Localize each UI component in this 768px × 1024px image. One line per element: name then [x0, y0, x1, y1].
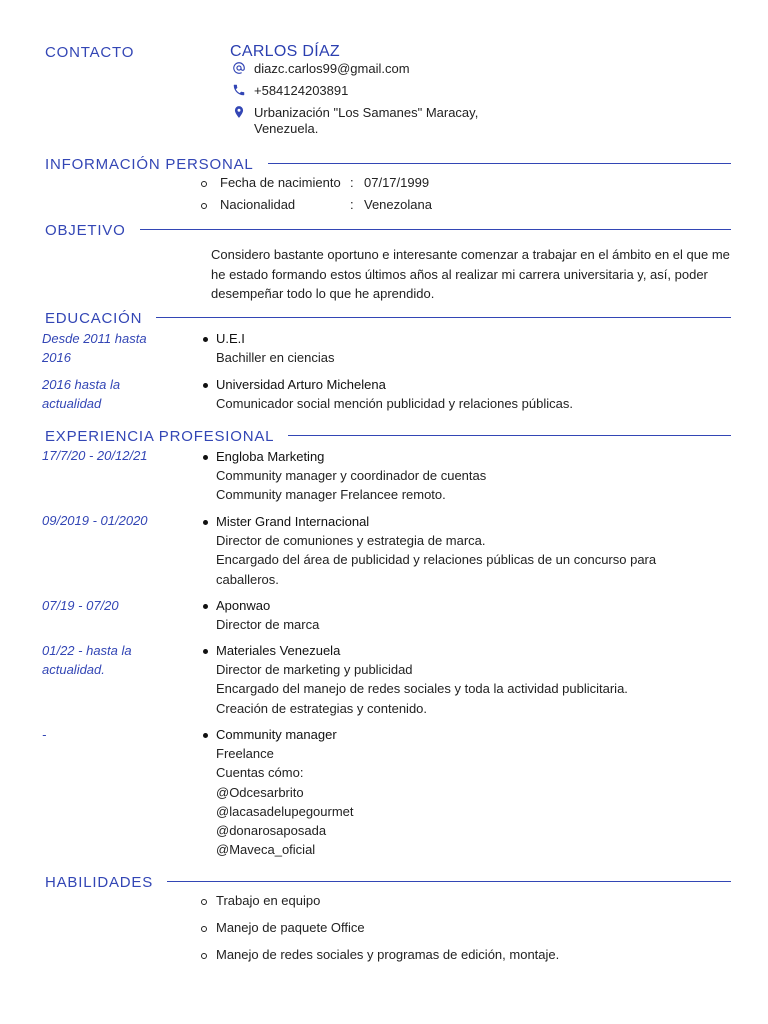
- address-row: [232, 105, 478, 137]
- phone-text: +584124203891: [254, 83, 349, 98]
- skill-item: Manejo de redes sociales y programas de edición, montaje.: [216, 947, 560, 962]
- education-bullet-2: [203, 383, 208, 388]
- personal-bullet-2: [201, 203, 207, 209]
- role-line: Director de marca: [216, 617, 320, 633]
- role-line: Freelance: [216, 746, 274, 762]
- date-line: -: [42, 727, 47, 742]
- at-sign-icon: [232, 61, 248, 77]
- date-line: Desde 2011 hasta: [42, 331, 147, 346]
- dob-value: 07/17/1999: [364, 175, 430, 190]
- experience-bullet-5: [203, 733, 208, 738]
- skill-bullet-1: [201, 899, 207, 905]
- role-line: Director de marketing y publicidad: [216, 662, 413, 678]
- company-name: Materiales Venezuela: [216, 643, 341, 658]
- role-line: @lacasadelupegourmet: [216, 803, 354, 819]
- role-line: caballeros.: [216, 571, 279, 587]
- personal-rule: [262, 163, 731, 164]
- address-line-2: Venezuela.: [254, 121, 319, 136]
- role-line: Creación de estrategias y contenido.: [216, 700, 428, 716]
- dob-sep: :: [350, 175, 354, 190]
- education-entry-1: [216, 329, 716, 367]
- role-line: @Odcesarbrito: [216, 784, 304, 800]
- address-text: [254, 105, 478, 137]
- company-name: Community manager: [216, 727, 337, 742]
- education-entry-2: [216, 375, 716, 413]
- experience-rule: [283, 435, 731, 436]
- dob-label: Fecha de nacimiento: [220, 175, 341, 190]
- experience-date-4: [42, 641, 172, 679]
- date-line: actualidad: [42, 396, 102, 411]
- date-line: 17/7/20 - 20/12/21: [42, 448, 148, 463]
- objective-heading: OBJETIVO: [45, 222, 140, 240]
- role-line: Encargado del área de publicidad y relaciones públicas de un concurso para: [216, 552, 657, 568]
- role-line: Community manager y coordinador de cuentas: [216, 468, 487, 484]
- degree-text: Bachiller en ciencias: [216, 350, 335, 366]
- education-date-2: [42, 375, 172, 413]
- experience-heading: EXPERIENCIA PROFESIONAL: [45, 428, 288, 446]
- address-line-1: Urbanización "Los Samanes" Maracay,: [254, 105, 479, 120]
- education-bullet-1: [203, 337, 208, 342]
- skill-item: Manejo de paquete Office: [216, 920, 365, 935]
- role-line: Cuentas cómo:: [216, 765, 304, 781]
- experience-date-1: [42, 446, 172, 465]
- institution-name: U.E.I: [216, 331, 245, 346]
- nationality-value: Venezolana: [364, 197, 432, 212]
- role-line: @donarosaposada: [216, 823, 327, 839]
- experience-entry-4: [216, 641, 716, 718]
- personal-bullet-1: [201, 181, 207, 187]
- date-line: actualidad.: [42, 662, 105, 677]
- role-line: Encargado del manejo de redes sociales y toda la actividad publicitaria.: [216, 681, 628, 697]
- degree-text: Comunicador social mención publicidad y relaciones públicas.: [216, 396, 573, 412]
- date-line: 07/19 - 07/20: [42, 598, 119, 613]
- education-date-1: [42, 329, 172, 367]
- skill-item: Trabajo en equipo: [216, 893, 321, 908]
- experience-bullet-4: [203, 649, 208, 654]
- experience-entry-2: [216, 512, 716, 589]
- date-line: 09/2019 - 01/2020: [42, 513, 148, 528]
- education-heading: EDUCACIÓN: [45, 310, 156, 328]
- education-rule: [153, 317, 731, 318]
- objective-text: Considero bastante oportuno e interesante comenzar a trabajar en el ámbito en el que me he estado formando estos últimos años al realizar mi carrera universitaria y, así, poder desempeñar todo lo que he aprendido.: [211, 247, 730, 301]
- company-name: Mister Grand Internacional: [216, 514, 370, 529]
- contact-heading: CONTACTO: [45, 44, 148, 62]
- skills-heading: HABILIDADES: [45, 874, 167, 892]
- date-line: 2016 hasta la: [42, 377, 121, 392]
- company-name: Engloba Marketing: [216, 449, 325, 464]
- skill-bullet-2: [201, 926, 207, 932]
- location-pin-icon: [232, 105, 248, 121]
- role-line: @Maveca_oficial: [216, 842, 316, 858]
- experience-bullet-1: [203, 455, 208, 460]
- email-text: diazc.carlos99@gmail.com: [254, 61, 410, 76]
- experience-date-5: [42, 725, 172, 744]
- objective-rule: [139, 229, 731, 230]
- experience-entry-5: [216, 725, 716, 859]
- personal-heading: INFORMACIÓN PERSONAL: [45, 156, 268, 174]
- experience-date-3: [42, 596, 172, 615]
- experience-bullet-2: [203, 520, 208, 525]
- company-name: Aponwao: [216, 598, 271, 613]
- nationality-label: Nacionalidad: [220, 197, 296, 212]
- phone-row: [232, 83, 348, 99]
- email-row: [232, 61, 410, 77]
- role-line: Director de comuniones y estrategia de marca.: [216, 533, 486, 549]
- skills-rule: [166, 881, 731, 882]
- role-line: Community manager Frelancee remoto.: [216, 487, 446, 503]
- experience-date-2: [42, 511, 172, 530]
- experience-bullet-3: [203, 604, 208, 609]
- skill-bullet-3: [201, 953, 207, 959]
- person-name: CARLOS DÍAZ: [230, 43, 340, 60]
- institution-name: Universidad Arturo Michelena: [216, 377, 386, 392]
- experience-entry-3: [216, 596, 716, 634]
- nationality-sep: :: [350, 197, 354, 212]
- experience-entry-1: [216, 447, 716, 505]
- phone-icon: [232, 83, 248, 99]
- date-line: 01/22 - hasta la: [42, 643, 132, 658]
- date-line: 2016: [42, 350, 71, 365]
